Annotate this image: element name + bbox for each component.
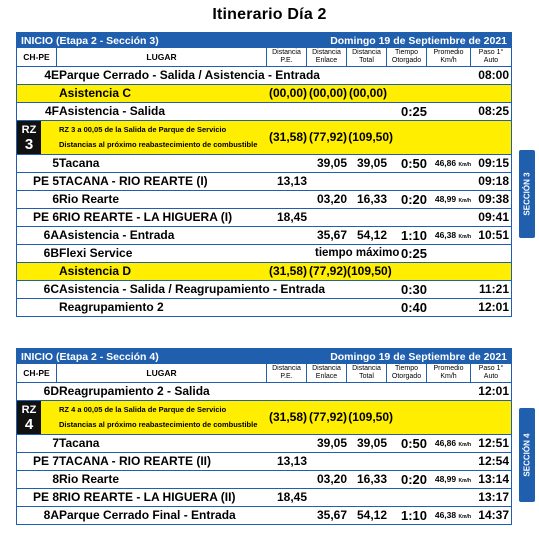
distance-pe: 13,13 <box>276 174 307 188</box>
paso-time: 11:21 <box>478 282 509 296</box>
place-name: RIO REARTE - LA HIGUERA (II) <box>59 490 236 504</box>
distance-enlace: 35,67 <box>316 228 347 242</box>
chpe-code: PE 8 <box>32 490 59 504</box>
chpe-code: 4E <box>44 68 59 82</box>
distance-enlace: 35,67 <box>316 508 347 522</box>
place-name: Tacana <box>59 436 100 450</box>
distance-pe: (31,58) <box>268 264 307 278</box>
chpe-code: 6A <box>43 228 59 242</box>
chpe-code: 8A <box>43 508 59 522</box>
table-row <box>17 103 511 121</box>
section-date: Domingo 19 de Septiembre de 2021 <box>330 350 507 363</box>
tiempo-otorgado: 0:20 <box>400 192 427 207</box>
col-lugar: LUGAR <box>57 364 267 382</box>
distance-enlace: (77,92) <box>308 130 347 144</box>
place-name: Rio Rearte <box>59 192 120 206</box>
table-row <box>17 155 511 173</box>
place-name: Asistencia - Salida / Reagrupamiento - Entrada <box>59 282 326 296</box>
paso-time: 09:38 <box>478 192 509 206</box>
paso-time: 09:41 <box>478 210 509 224</box>
col-dist-total: Distancia Total <box>347 364 387 382</box>
table-row <box>17 383 511 401</box>
chpe-code: 6 <box>52 192 59 206</box>
col-dist-enlace: Distancia Enlace <box>307 48 347 66</box>
chpe-code: 5 <box>52 156 59 170</box>
average-speed: 46,38 Km/h <box>434 230 471 240</box>
itinerary-section-3 <box>16 32 512 317</box>
table-row <box>17 453 511 471</box>
distance-pe: 18,45 <box>276 490 307 504</box>
table-row <box>17 281 511 299</box>
distance-enlace: (00,00) <box>308 86 347 100</box>
section-start-label: INICIO (Etapa 2 - Sección 4) <box>21 350 159 363</box>
col-chpe: CH-PE <box>17 48 57 66</box>
place-name: Asistencia C <box>59 86 132 100</box>
side-tab-label: SECCIÓN 4 <box>522 433 532 477</box>
distance-pe: 13,13 <box>276 454 307 468</box>
col-dist-enlace: Distancia Enlace <box>307 364 347 382</box>
table-row <box>17 299 511 316</box>
chpe-code: PE 7 <box>32 454 59 468</box>
table-row <box>17 263 511 281</box>
place-name: TACANA - RIO REARTE (I) <box>59 174 208 188</box>
column-header <box>17 48 511 67</box>
place-name: Reagrupamiento 2 - Salida <box>59 384 210 398</box>
tiempo-otorgado: 1:10 <box>400 508 427 523</box>
chpe-code: 6D <box>43 384 59 398</box>
section-3-side-tab <box>519 150 535 238</box>
distance-enlace: 03,20 <box>316 472 347 486</box>
tiempo-otorgado: 0:40 <box>400 300 427 315</box>
distance-total: 39,05 <box>356 436 387 450</box>
itinerary-section-4 <box>16 348 512 525</box>
tiempo-otorgado: 1:10 <box>400 228 427 243</box>
side-tab-label: SECCIÓN 3 <box>522 172 532 216</box>
distance-enlace: (77,92) <box>308 410 347 424</box>
col-dist-total: Distancia Total <box>347 48 387 66</box>
column-header <box>17 364 511 383</box>
tiempo-otorgado: 0:50 <box>400 156 427 171</box>
place-name: Flexi Service <box>59 246 133 260</box>
place-name: RIO REARTE - LA HIGUERA (I) <box>59 210 233 224</box>
distance-enlace: (77,92) <box>308 264 347 278</box>
average-speed: 46,86 Km/h <box>434 438 471 448</box>
paso-time: 12:01 <box>478 300 509 314</box>
col-paso: Paso 1° Auto <box>478 49 504 64</box>
page-title: Itinerario Día 2 <box>212 6 327 23</box>
distance-pe: (00,00) <box>268 86 307 100</box>
table-row <box>17 173 511 191</box>
place-name: TACANA - RIO REARTE (II) <box>59 454 211 468</box>
chpe-code: 4F <box>44 104 59 118</box>
chpe-code: PE 5 <box>32 174 59 188</box>
paso-time: 13:14 <box>478 472 509 486</box>
table-row <box>17 471 511 489</box>
section-date: Domingo 19 de Septiembre de 2021 <box>330 34 507 47</box>
rz-note: RZ 4 a 00,05 de la Salida de Parque de Servicio <box>59 405 227 414</box>
section-header-bar <box>17 33 511 48</box>
refuel-zone-row <box>17 121 511 155</box>
place-name: Tacana <box>59 156 100 170</box>
table-row <box>17 507 511 524</box>
rz-number: 3 <box>24 136 34 153</box>
table-row <box>17 209 511 227</box>
table-row <box>17 227 511 245</box>
col-dist-pe: Distancia P.E. <box>267 48 307 66</box>
average-speed: 46,86 Km/h <box>434 158 471 168</box>
table-row <box>17 245 511 263</box>
paso-time: 12:51 <box>478 436 509 450</box>
distance-pe: (31,58) <box>268 410 307 424</box>
section-header-bar <box>17 349 511 364</box>
average-speed: 48,99 Km/h <box>434 474 471 484</box>
col-paso: Paso 1° Auto <box>478 365 504 380</box>
section-4-side-tab <box>519 408 535 502</box>
distance-total: (00,00) <box>348 86 387 100</box>
distance-total: (109,50) <box>348 410 393 424</box>
col-lugar: LUGAR <box>57 48 267 66</box>
distance-total: (109,50) <box>347 264 392 278</box>
rz-label: RZ <box>21 124 37 136</box>
rz-note: RZ 3 a 00,05 de la Salida de Parque de Servicio <box>59 125 227 134</box>
tiempo-otorgado: 0:25 <box>400 104 427 119</box>
place-name: Rio Rearte <box>59 472 120 486</box>
chpe-code: 8 <box>52 472 59 486</box>
paso-time: 10:51 <box>478 228 509 242</box>
distance-enlace: 39,05 <box>316 436 347 450</box>
place-name: Asistencia - Salida <box>59 104 166 118</box>
distance-total: (109,50) <box>348 130 393 144</box>
chpe-code: PE 6 <box>32 210 59 224</box>
table-row <box>17 191 511 209</box>
average-speed: 48,99 Km/h <box>434 194 471 204</box>
chpe-code: 7 <box>52 436 59 450</box>
chpe-code: 6C <box>43 282 59 296</box>
paso-time: 08:25 <box>478 104 509 118</box>
col-promedio: Promedio Km/h <box>427 364 471 382</box>
distance-total: 54,12 <box>356 508 387 522</box>
distance-total: 16,33 <box>356 472 387 486</box>
col-tiempo: Tiempo Otorgado <box>387 48 427 66</box>
distance-enlace: 39,05 <box>316 156 347 170</box>
section-start-label: INICIO (Etapa 2 - Sección 3) <box>21 34 159 47</box>
col-promedio: Promedio Km/h <box>427 48 471 66</box>
col-tiempo: Tiempo Otorgado <box>387 364 427 382</box>
refuel-zone-row <box>17 401 511 435</box>
table-row <box>17 67 511 85</box>
paso-time: 12:01 <box>478 384 509 398</box>
place-name: Asistencia D <box>59 264 132 278</box>
col-dist-pe: Distancia P.E. <box>267 364 307 382</box>
rz-note-distances: Distancias al próximo reabastecimiento de combustible <box>59 140 258 149</box>
place-name: Reagrupamiento 2 <box>59 300 164 314</box>
distance-pe: 18,45 <box>276 210 307 224</box>
distance-total: 16,33 <box>356 192 387 206</box>
tiempo-otorgado: 0:25 <box>400 246 427 261</box>
distance-total: 39,05 <box>356 156 387 170</box>
distance-pe: (31,58) <box>268 130 307 144</box>
tiempo-otorgado: 0:30 <box>400 282 427 297</box>
paso-time: 08:00 <box>478 68 509 82</box>
paso-time: 09:15 <box>478 156 509 170</box>
chpe-code: 6B <box>43 246 59 260</box>
rz-label: RZ <box>21 404 37 416</box>
table-row <box>17 85 511 103</box>
max-time-label: tiempo máximo <box>315 247 400 259</box>
paso-time: 12:54 <box>478 454 509 468</box>
paso-time: 09:18 <box>478 174 509 188</box>
distance-enlace: 03,20 <box>316 192 347 206</box>
rz-badge <box>17 401 41 434</box>
col-chpe: CH-PE <box>17 364 57 382</box>
rz-badge <box>17 121 41 154</box>
place-name: Asistencia - Entrada <box>59 228 175 242</box>
average-speed: 46,38 Km/h <box>434 510 471 520</box>
paso-time: 14:37 <box>478 508 509 522</box>
table-row <box>17 435 511 453</box>
rz-number: 4 <box>24 416 34 433</box>
distance-total: 54,12 <box>356 228 387 242</box>
tiempo-otorgado: 0:50 <box>400 436 427 451</box>
place-name: Parque Cerrado Final - Entrada <box>59 508 236 522</box>
tiempo-otorgado: 0:20 <box>400 472 427 487</box>
place-name: Parque Cerrado - Salida / Asistencia - Entrada <box>59 68 320 82</box>
rz-note-distances: Distancias al próximo reabastecimiento de combustible <box>59 420 258 429</box>
paso-time: 13:17 <box>478 490 509 504</box>
table-row <box>17 489 511 507</box>
